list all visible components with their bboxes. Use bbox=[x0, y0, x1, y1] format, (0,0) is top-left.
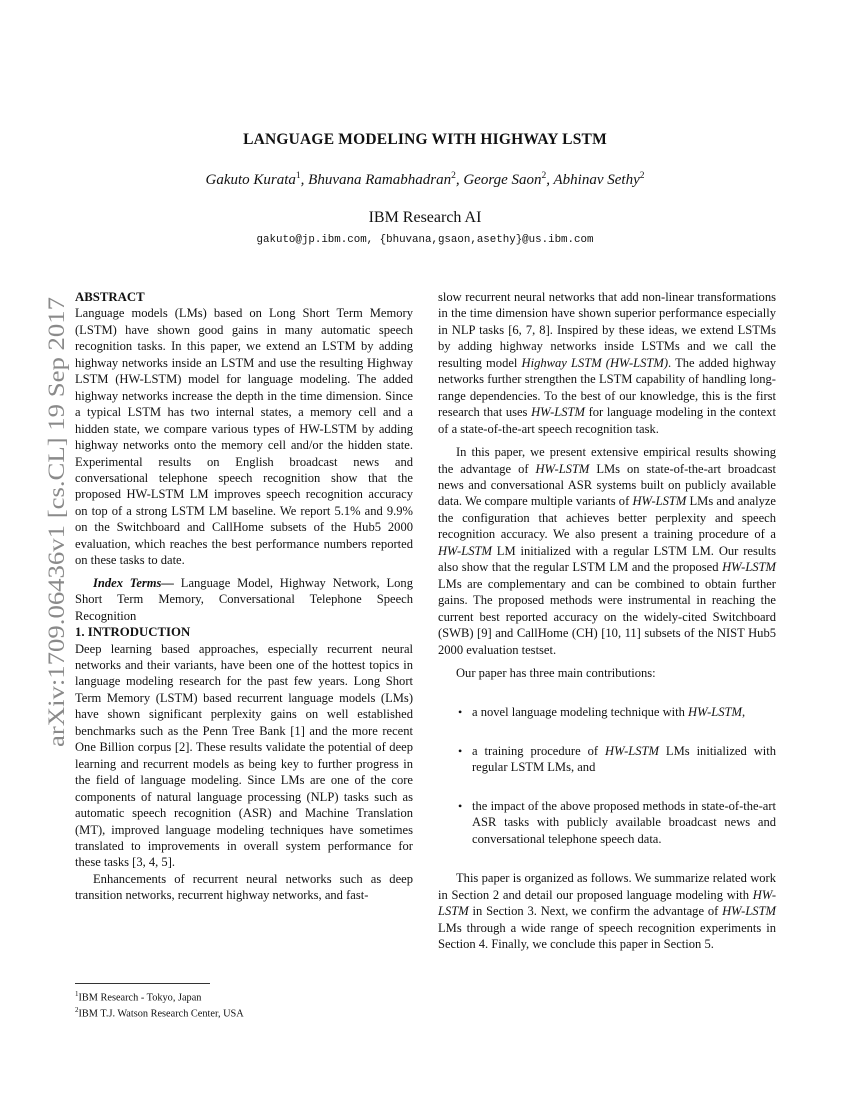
list-item: • the impact of the above proposed methods in state-of-the-art ASR tasks with publicly available broadcast news and conversational telephone speech data. bbox=[458, 798, 776, 846]
author-mark: 2 bbox=[541, 171, 547, 181]
index-terms-label: Index Terms— bbox=[93, 575, 174, 590]
intro-paragraph-organization: This paper is organized as follows. We summarize related work in Section 2 and detail our proposed language modeling with HW-LSTM in Section 3. Next, we confirm the advantage of HW-LSTM LMs through a wide range of speech recognition experiments in Section 4. Finally, we conclude this paper in Section 5. bbox=[438, 871, 776, 951]
index-terms bbox=[75, 575, 413, 624]
paper-title: LANGUAGE MODELING WITH HIGHWAY LSTM bbox=[243, 131, 607, 148]
author-name: Gakuto Kurata bbox=[205, 172, 296, 188]
author-list: Gakuto Kurata$^1$, Bhuvana Ramabhadran$^2$, George Saon$^2$, Abhinav Sethy$^2$ bbox=[205, 171, 645, 188]
intro-paragraph-3: In this paper, we present extensive empirical results showing the advantage of HW-LSTM LMs on state-of-the-art broadcast news and conversational ASR systems built on publicly available data. We compare multiple variants of HW-LSTM LMs and analyze the configuration that achieves better perplexity and speech recognition accuracy. We also present a training procedure of a HW-LSTM LM initialized with a regular LSTM LM. Our results also show that the regular LSTM LM and the proposed HW-LSTM LMs are complementary and can be combined to obtain further gains. The proposed methods were instrumental in reaching the current best reported accuracy on the widely-cited Switchboard (SWB) [9] and CallHome (CH) [10, 11] subsets of the NIST Hub5 2000 evaluation testset. bbox=[438, 445, 777, 657]
author-name: Bhuvana Ramabhadran bbox=[308, 172, 452, 188]
footnote-divider bbox=[75, 983, 210, 984]
footnote: $^1$IBM Research - Tokyo, Japan bbox=[75, 990, 202, 1004]
left-column bbox=[75, 289, 413, 904]
author-mark: 2 bbox=[639, 171, 645, 181]
index-terms-text: Language Model, Highway Network, Long Short Term Memory, Conversational Telephone Speech Recognition bbox=[75, 575, 413, 623]
footnote: $^2$IBM T.J. Watson Research Center, USA bbox=[75, 1006, 244, 1020]
author-emails: gakuto@jp.ibm.com, {bhuvana,gsaon,asethy}@us.ibm.com bbox=[256, 234, 594, 246]
right-column bbox=[438, 289, 776, 952]
author-name: George Saon bbox=[463, 172, 542, 188]
author-name: Abhinav Sethy bbox=[553, 172, 640, 188]
intro-heading: 1. INTRODUCTION bbox=[75, 625, 191, 640]
intro-paragraph-2: Enhancements of recurrent neural networks such as deep transition networks, recurrent highway networks, and fast- bbox=[75, 871, 413, 903]
arxiv-stamp-text: arXiv:1709.06436v1 [cs.CL] 19 Sep 2017 bbox=[44, 359, 69, 747]
intro-paragraph-1: Deep learning based approaches, especially recurrent neural networks and their variants, have been one of the hottest topics in language modeling research for the past few years. Long Short Term Memory (LSTM) based recurrent language models (LMs) have shown significant perplexity gains on well established benchmarks such as the Penn Tree Bank [1] and the more recent One Billion corpus [2]. These results validate the potential of deep learning and recurrent models as being key to further progress in the field of language modeling. Since LMs are one of the core components of natural language processing (NLP) tasks such as automatic speech recognition (ASR) and Machine Translation (MT), improved language modeling techniques have sometimes translated to improvements in overall system performance for these tasks [3, 4, 5]. bbox=[75, 641, 413, 870]
affiliation: IBM Research AI bbox=[368, 209, 482, 226]
bullet-icon: • bbox=[458, 705, 463, 720]
author-mark: 1 bbox=[295, 171, 301, 181]
list-item: • a training procedure of HW-LSTM LMs initialized with regular LSTM LMs, and bbox=[458, 743, 777, 775]
author-mark: 2 bbox=[451, 171, 456, 181]
list-item: • a novel language modeling technique with HW-LSTM, bbox=[458, 705, 746, 720]
footnotes bbox=[75, 988, 415, 1021]
contributions-intro: Our paper has three main contributions: bbox=[456, 665, 656, 680]
abstract-text: Language models (LMs) based on Long Short Term Memory (LSTM) have shown good gains in many automatic speech recognition tasks. In this paper, we extend an LSTM by adding highway networks inside an LSTM and use the resulting Highway LSTM (HW-LSTM) model for language modeling. The added highway networks increase the depth in the time dimension. Since a typical LSTM has two internal states, a memory cell and a hidden state, we compare various types of HW-LSTM by adding highway networks onto the memory cell and/or the hidden state. Experimental results on English broadcast news and conversational telephone speech recognition show that the proposed HW-LSTM LM improves speech recognition accuracy on top of a strong LSTM LM baseline. We report 5.1% and 9.9% on the Switchboard and CallHome subsets of the Hub5 2000 evaluation, which reaches the best performance numbers reported on these tasks to date. bbox=[75, 306, 413, 568]
contributions-list bbox=[438, 704, 776, 847]
intro-paragraph-2-cont: slow recurrent neural networks that add non-linear transformations in the time dimension have shown superior performance especially in NLP tasks [6, 7, 8]. Inspired by these ideas, we extend LSTMs by adding highway networks inside LSTMs and we call the resulting model Highway LSTM (HW-LSTM). The added highway networks further strengthen the LSTM capability of handling long-range dependencies. To the best of our knowledge, this is the first research that uses HW-LSTM for language modeling in the context of a state-of-the-art speech recognition task. bbox=[438, 290, 776, 436]
abstract-heading: ABSTRACT bbox=[75, 290, 145, 304]
bullet-icon: • bbox=[458, 798, 463, 813]
bullet-icon: • bbox=[458, 743, 463, 758]
